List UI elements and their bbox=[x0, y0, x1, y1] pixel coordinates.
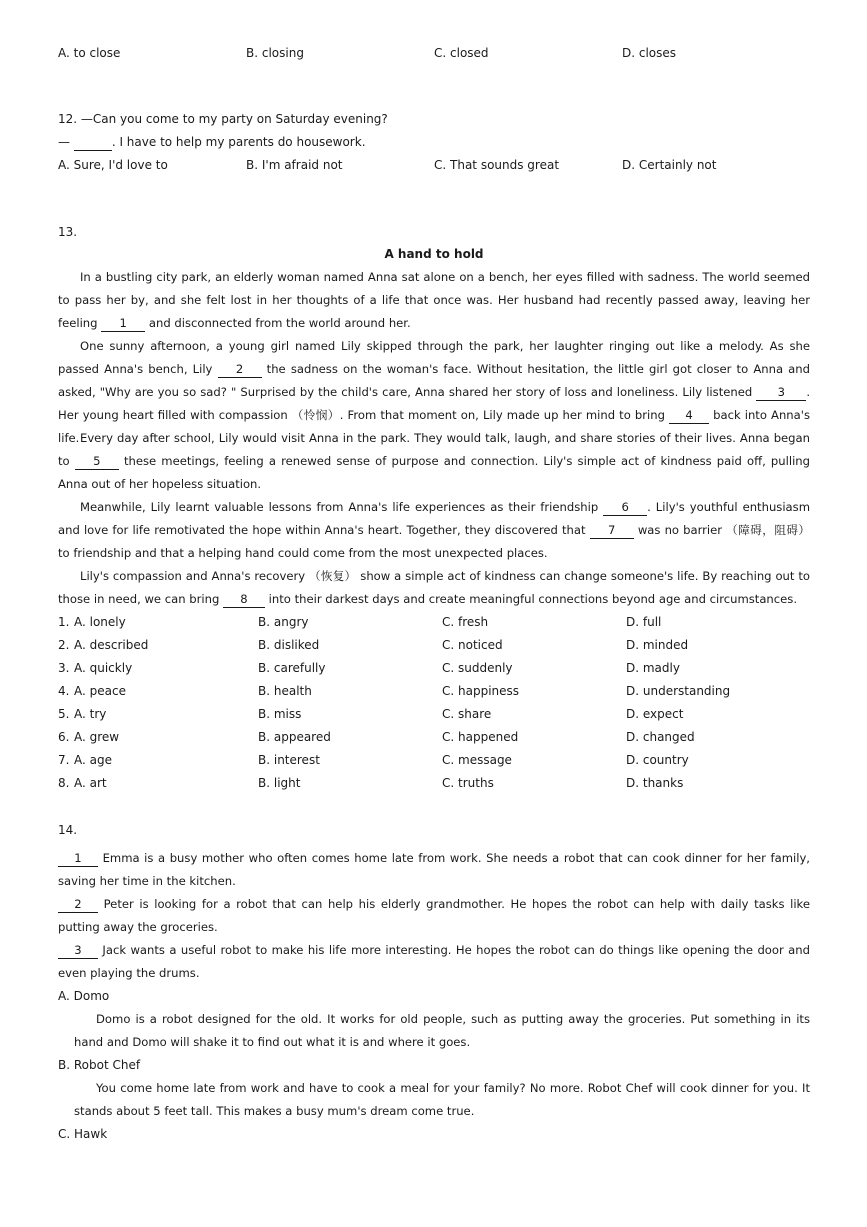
blank-8: 8 bbox=[223, 592, 265, 608]
option-c: C. closed bbox=[434, 46, 489, 60]
choice-row: 5. A. try B. miss C. share D. expect bbox=[58, 707, 684, 721]
blank-1: 1 bbox=[101, 316, 145, 332]
option-d: D. closes bbox=[622, 46, 677, 60]
match-blank-2: 2 bbox=[58, 897, 98, 913]
option-b: B. I'm afraid not bbox=[246, 158, 343, 172]
passage-paragraph-2: One sunny afternoon, a young girl named Lily skipped through the park, her laughter ringing out like a melody. As she passed Anna's bench, Lily 2 the sadness on the woman's face. Without hesitation, the little girl got closer to Anna and asked, "Why are you so sad? " Surprised by the child's care, Anna shared her story of loss and loneliness. Lily listened 3 . Her young heart filled with compassion （怜悯）. From that moment on, Lily made up her mind to bring 4 back into Anna's life. bbox=[58, 339, 810, 445]
passage-paragraph-3: Every day after school, Lily would visit Anna in the park. They would talk, laugh, and share stories of their lives. Anna began to 5 these meetings, feeling a renewed sense of purpose and connection. Lily's simple act of kindness paid off, pulling Anna out of her hopeless situation. bbox=[58, 431, 810, 491]
blank-3: 3 bbox=[756, 385, 806, 401]
match-blank-1: 1 bbox=[58, 851, 98, 867]
blank-7: 7 bbox=[590, 523, 634, 539]
option-a-text: Domo is a robot designed for the old. It works for old people, such as putting away the groceries. Put something in its hand and Domo will shake it to find out what it is and where it goes. bbox=[74, 1012, 810, 1049]
passage-paragraph-4: Meanwhile, Lily learnt valuable lessons from Anna's life experiences as their friendship 6 . Lily's youthful enthusiasm and love for life remotivated the hope within Anna's heart. Together, they discovered that 7 was no barrier （障碍，阻碍） to friendship and that a helping hand could come from the most unexpected places. bbox=[58, 500, 810, 560]
blank-6: 6 bbox=[603, 500, 647, 516]
blank-4: 4 bbox=[669, 408, 709, 424]
option-b-text: You come home late from work and have to cook a meal for your family? No more. Robot Chef will cook dinner for you. It stands about 5 feet tall. This makes a busy mum's dream come true. bbox=[74, 1081, 810, 1118]
option-a-label: A. Domo bbox=[58, 989, 110, 1003]
choice-row: 6. A. grew B. appeared C. happened D. changed bbox=[58, 730, 695, 744]
option-b: B. closing bbox=[246, 46, 304, 60]
q12-blank bbox=[74, 135, 112, 151]
blank-2: 2 bbox=[218, 362, 262, 378]
passage-paragraph-5: Lily's compassion and Anna's recovery （恢复） show a simple act of kindness can change someone's life. By reaching out to those in need, we can bring 8 into their darkest days and create meaningful connections beyond age and circumstances. bbox=[58, 569, 810, 606]
choice-row: 2. A. described B. disliked C. noticed D. minded bbox=[58, 638, 689, 652]
q12-options bbox=[58, 154, 810, 177]
match-item-2: 2 Peter is looking for a robot that can help his elderly grandmother. He hopes the robot can help with daily tasks like putting away the groceries. bbox=[58, 897, 810, 934]
match-blank-3: 3 bbox=[58, 943, 98, 959]
passage-paragraph-1: In a bustling city park, an elderly woman named Anna sat alone on a bench, her eyes filled with sadness. The world seemed to pass her by, and she felt lost in her thoughts of a life that once was. Her husband had recently passed away, leaving her feeling 1 and disconnected from the world around her. bbox=[58, 270, 810, 330]
q12-response: — . I have to help my parents do housework. bbox=[58, 135, 366, 149]
choice-row: 1. A. lonely B. angry C. fresh D. full bbox=[58, 615, 662, 629]
option-c-label: C. Hawk bbox=[58, 1127, 108, 1141]
option-a: A. Sure, I'd love to bbox=[58, 158, 168, 172]
passage-title: A hand to hold bbox=[384, 247, 484, 261]
match-item-1: 1 Emma is a busy mother who often comes home late from work. She needs a robot that can cook dinner for her family, saving her time in the kitchen. bbox=[58, 851, 810, 888]
option-a: A. to close bbox=[58, 46, 121, 60]
q14-number: 14. bbox=[58, 823, 78, 837]
q13-number: 13. bbox=[58, 225, 78, 239]
choice-row: 8. A. art B. light C. truths D. thanks bbox=[58, 776, 684, 790]
option-c: C. That sounds great bbox=[434, 158, 560, 172]
blank-5: 5 bbox=[75, 454, 119, 470]
choice-row: 4. A. peace B. health C. happiness D. understanding bbox=[58, 684, 731, 698]
choice-row: 3. A. quickly B. carefully C. suddenly D. madly bbox=[58, 661, 680, 675]
q12-question: 12. —Can you come to my party on Saturday evening? bbox=[58, 112, 388, 126]
q11-options bbox=[58, 42, 810, 65]
match-item-3: 3 Jack wants a useful robot to make his life more interesting. He hopes the robot can do things like opening the door and even playing the drums. bbox=[58, 943, 810, 980]
choice-row: 7. A. age B. interest C. message D. country bbox=[58, 753, 689, 767]
option-b-label: B. Robot Chef bbox=[58, 1058, 141, 1072]
option-d: D. Certainly not bbox=[622, 158, 717, 172]
